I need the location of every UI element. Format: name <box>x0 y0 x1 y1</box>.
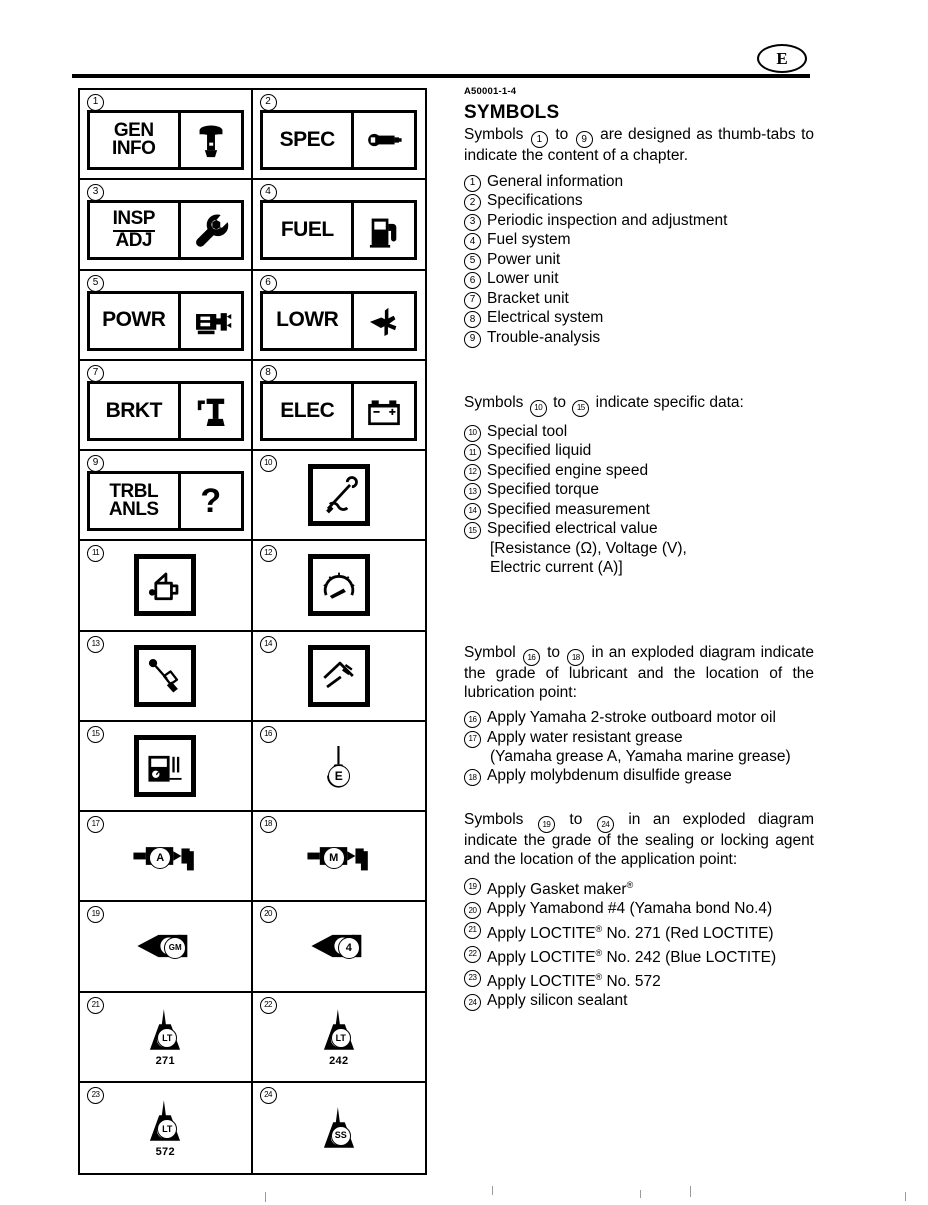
data-to-number: 15 <box>572 400 589 417</box>
seal-pre: Symbols <box>464 810 524 828</box>
text-column <box>464 100 814 1012</box>
lube-mid: to <box>547 643 561 661</box>
chapter-list-item <box>464 173 814 192</box>
lube-to-number: 18 <box>567 649 584 666</box>
list-item-label: Trouble-analysis <box>487 328 601 346</box>
loctite-bottle-icon <box>136 1097 194 1145</box>
outboard-motor-icon-glyph <box>189 118 233 162</box>
thumb-tab-line: ADJ <box>115 229 152 251</box>
symbol-cell-23 <box>80 1083 253 1173</box>
thumb-tab-line: INSP <box>113 210 155 232</box>
sealant-tube-icon <box>120 923 210 969</box>
registration-tick <box>265 1192 266 1202</box>
list-item-label: Bracket unit <box>487 289 569 307</box>
thumb-tab-label <box>90 203 178 257</box>
question-mark-icon: ? <box>178 474 241 528</box>
list-item-label <box>487 944 814 968</box>
symbol-cell-20 <box>253 902 426 992</box>
sealing-label-main: Apply Yamabond #4 (Yamaha bond No.4) <box>487 900 773 918</box>
symbol-number-6: 6 <box>260 275 277 292</box>
spacer-c <box>464 787 814 811</box>
list-item-label: Lower unit <box>487 270 559 287</box>
micrometer-icon-glyph <box>362 118 406 162</box>
tachometer-icon <box>316 562 362 608</box>
list-item-label: Apply Yamaha 2-stroke outboard motor oil <box>487 709 776 726</box>
intro-to-number: 9 <box>576 131 593 148</box>
multimeter-icon <box>142 743 188 789</box>
registration-tick <box>640 1190 641 1198</box>
thumb-tab-label <box>90 474 178 528</box>
icon-badge-label: LT <box>157 1119 177 1139</box>
seal-from-number: 19 <box>538 816 555 833</box>
framed-pictogram-12 <box>308 554 370 616</box>
loctite-bottle-group-24 <box>310 1104 368 1152</box>
battery-icon-glyph <box>362 389 406 433</box>
list-item-label: Power unit <box>487 250 561 268</box>
propeller-gearcase-icon <box>351 294 414 348</box>
battery-icon <box>351 384 414 438</box>
oil-can-icon <box>142 562 188 608</box>
symbol-number-22: 22 <box>260 997 277 1014</box>
engine-block-icon-glyph <box>189 299 233 343</box>
symbol-number-18: 18 <box>260 816 277 833</box>
list-item-label <box>487 876 814 900</box>
data-list-continuation <box>464 559 814 578</box>
list-number-23: 23 <box>464 970 481 987</box>
symbol-number-4: 4 <box>260 184 277 201</box>
sealing-label-main: Apply Gasket maker <box>487 881 627 899</box>
thumb-tab-line: BRKT <box>105 398 162 422</box>
registration-tick <box>905 1192 906 1201</box>
list-number-11: 11 <box>464 444 481 461</box>
grease-gun-icon <box>291 832 387 880</box>
data-list-item <box>464 462 814 481</box>
special-tool-icon <box>316 472 362 518</box>
thumb-tab-line: FUEL <box>280 218 334 242</box>
icon-badge-label: 4 <box>338 937 360 959</box>
symbol-cell-24 <box>253 1083 426 1173</box>
symbol-cell-7 <box>80 361 253 451</box>
caliper-measure-icon <box>316 653 362 699</box>
list-number-12: 12 <box>464 464 481 481</box>
list-number-4: 4 <box>464 233 481 250</box>
loctite-bottle-group-23 <box>136 1097 194 1158</box>
list-item-continuation: (Yamaha grease A, Yamaha marine grease) <box>490 748 791 765</box>
symbol-cell-8 <box>253 361 426 451</box>
data-item-list <box>464 423 814 578</box>
list-item-label: Apply molybdenum disulfide grease <box>487 767 732 784</box>
thumb-tab-line: SPEC <box>279 127 335 151</box>
thumb-tab-label <box>263 294 351 348</box>
seal-to-number: 24 <box>597 816 614 833</box>
registration-tick <box>690 1186 691 1197</box>
symbol-number-19: 19 <box>87 906 104 923</box>
data-list-item <box>464 442 814 461</box>
page-language-badge: E <box>757 44 807 73</box>
registered-trademark-icon: ® <box>595 923 603 934</box>
thumb-tab-label <box>263 113 351 167</box>
sealing-list-item <box>464 920 814 944</box>
list-item-label <box>487 992 814 1011</box>
chapter-list-item <box>464 290 814 309</box>
list-number-17: 17 <box>464 731 481 748</box>
symbol-number-24: 24 <box>260 1087 277 1104</box>
framed-pictogram-11 <box>134 554 196 616</box>
data-from-number: 10 <box>530 400 547 417</box>
list-item-label <box>487 920 814 944</box>
list-item-label: Periodic inspection and adjustment <box>487 211 728 229</box>
icon-badge-label: E <box>328 765 350 787</box>
chapter-list-item <box>464 270 814 289</box>
list-number-9: 9 <box>464 331 481 348</box>
thumb-tab-9 <box>87 471 244 531</box>
loctite-bottle-group-21 <box>136 1006 194 1067</box>
intro-mid: to <box>555 125 569 143</box>
thumb-tab-line: ANLS <box>108 499 159 521</box>
list-number-16: 16 <box>464 711 481 728</box>
symbol-number-3: 3 <box>87 184 104 201</box>
symbol-cell-11 <box>80 541 253 631</box>
thumb-tab-line: INFO <box>112 138 156 160</box>
symbol-number-10: 10 <box>260 455 277 472</box>
sealing-list-item <box>464 968 814 992</box>
sealing-label-main: Apply silicon sealant <box>487 992 628 1010</box>
list-number-22: 22 <box>464 946 481 963</box>
oiler-bottle-icon <box>312 741 366 791</box>
symbol-number-5: 5 <box>87 275 104 292</box>
lube-post: in an exploded diagram indicate the grade of lubricant and the location of the lubrication point: <box>464 643 814 701</box>
data-section-heading <box>464 394 814 416</box>
lube-pre: Symbol <box>464 643 516 661</box>
lubricant-list-item <box>464 767 814 786</box>
list-item-label <box>487 968 814 992</box>
list-item-label <box>487 900 814 919</box>
symbol-cell-9 <box>80 451 253 541</box>
list-item-label: Specified electrical value <box>487 520 658 537</box>
chapter-list-item <box>464 231 814 250</box>
spacer-b <box>464 578 814 644</box>
symbol-number-2: 2 <box>260 94 277 111</box>
list-number-3: 3 <box>464 214 481 231</box>
loctite-bottle-icon <box>136 1006 194 1054</box>
chapter-list-item <box>464 212 814 231</box>
data-post: indicate specific data: <box>595 394 744 411</box>
thumb-tab-label <box>263 203 351 257</box>
sealant-tube-icon <box>294 923 384 969</box>
list-number-15: 15 <box>464 522 481 539</box>
sealing-label-main: Apply LOCTITE <box>487 924 596 942</box>
thumb-tab-6 <box>260 291 417 351</box>
sealing-label-suffix: No. 572 <box>602 973 661 991</box>
symbol-cell-14 <box>253 632 426 722</box>
list-item-label: Specified liquid <box>487 442 592 459</box>
list-number-20: 20 <box>464 902 481 919</box>
loctite-bottle-group-22 <box>310 1006 368 1067</box>
list-number-2: 2 <box>464 194 481 211</box>
symbol-cell-19 <box>80 902 253 992</box>
sealing-label-suffix: No. 271 (Red LOCTITE) <box>602 924 774 942</box>
list-number-6: 6 <box>464 272 481 289</box>
list-number-7: 7 <box>464 292 481 309</box>
data-list-continuation <box>464 540 814 559</box>
thumb-tab-2 <box>260 110 417 170</box>
list-number-13: 13 <box>464 483 481 500</box>
symbol-number-1: 1 <box>87 94 104 111</box>
thumb-tab-line: ELEC <box>280 398 335 422</box>
seal-mid: to <box>569 810 583 828</box>
intro-post: are designed as thumb-tabs to indicate the content of a chapter. <box>464 125 814 164</box>
symbol-cell-1 <box>80 90 253 180</box>
thumb-tab-line: GEN <box>113 119 154 141</box>
page-title: SYMBOLS <box>464 102 560 123</box>
header-rule <box>72 74 810 78</box>
registered-trademark-icon: ® <box>595 971 603 982</box>
sealing-label-suffix: No. 242 (Blue LOCTITE) <box>602 948 777 966</box>
sealing-label-main: Apply LOCTITE <box>487 948 596 966</box>
thumb-tab-5 <box>87 291 244 351</box>
seal-post: in an exploded diagram indicate the grade of the sealing or locking agent and the location of the application point: <box>464 810 814 868</box>
list-item-label: General information <box>487 172 624 190</box>
symbol-cell-2 <box>253 90 426 180</box>
symbol-number-16: 16 <box>260 726 277 743</box>
symbol-number-20: 20 <box>260 906 277 923</box>
sealing-section-heading <box>464 811 814 870</box>
micrometer-icon <box>351 113 414 167</box>
list-number-19: 19 <box>464 878 481 895</box>
thumb-tab-label <box>263 384 351 438</box>
framed-pictogram-14 <box>308 645 370 707</box>
list-number-10: 10 <box>464 425 481 442</box>
thumb-tab-4 <box>260 200 417 260</box>
fuel-pump-icon <box>351 203 414 257</box>
bracket-clamp-icon-glyph <box>189 389 233 433</box>
outboard-motor-icon <box>178 113 241 167</box>
list-number-5: 5 <box>464 253 481 270</box>
symbol-cell-5 <box>80 271 253 361</box>
wrench-icon-glyph <box>189 208 233 252</box>
fuel-pump-icon-glyph <box>362 208 406 252</box>
lubricant-section-heading <box>464 644 814 703</box>
chapter-list-item <box>464 192 814 211</box>
symbol-number-7: 7 <box>87 365 104 382</box>
symbol-number-17: 17 <box>87 816 104 833</box>
symbol-cell-4 <box>253 180 426 270</box>
data-list-item <box>464 423 814 442</box>
symbol-cell-6 <box>253 271 426 361</box>
thumb-tab-7 <box>87 381 244 441</box>
symbol-grid <box>78 88 427 1175</box>
engine-block-icon <box>178 294 241 348</box>
spacer-a <box>464 348 814 394</box>
list-number-14: 14 <box>464 503 481 520</box>
list-item-label: Specified torque <box>487 481 600 498</box>
data-list-item <box>464 481 814 500</box>
icon-badge-label: LT <box>157 1028 177 1048</box>
symbol-number-12: 12 <box>260 545 277 562</box>
bottle-caption: 572 <box>155 1146 175 1159</box>
chapter-list-item <box>464 329 814 348</box>
chapter-list-item <box>464 251 814 270</box>
list-number-18: 18 <box>464 769 481 786</box>
thumb-tab-label <box>90 113 178 167</box>
sealing-item-list <box>464 876 814 1011</box>
registration-tick <box>492 1186 493 1195</box>
thumb-tab-3 <box>87 200 244 260</box>
list-item-label: Fuel system <box>487 231 571 248</box>
intro-pre: Symbols <box>464 125 524 143</box>
symbol-cell-22 <box>253 993 426 1083</box>
chapter-list-item <box>464 309 814 328</box>
list-item-continuation: Electric current (A)] <box>490 558 623 576</box>
sealing-list-item <box>464 876 814 900</box>
symbol-cell-17 <box>80 812 253 902</box>
thumb-tab-8 <box>260 381 417 441</box>
icon-badge-label: SS <box>331 1126 351 1146</box>
symbol-cell-10 <box>253 451 426 541</box>
registered-trademark-icon: ® <box>595 947 603 958</box>
symbol-number-21: 21 <box>87 997 104 1014</box>
sealing-label-main: Apply LOCTITE <box>487 973 596 991</box>
list-number-1: 1 <box>464 175 481 192</box>
thumb-tab-label <box>90 294 178 348</box>
list-item-label: Specifications <box>487 192 583 209</box>
symbol-cell-18 <box>253 812 426 902</box>
symbol-cell-13 <box>80 632 253 722</box>
icon-badge-label: M <box>323 847 345 869</box>
thumb-tab-line: TRBL <box>109 480 159 502</box>
bottle-caption: 271 <box>155 1055 175 1068</box>
grease-gun-icon <box>117 832 213 880</box>
symbol-cell-16 <box>253 722 426 812</box>
symbol-number-11: 11 <box>87 545 104 562</box>
icon-badge-label: LT <box>331 1028 351 1048</box>
symbol-cell-21 <box>80 993 253 1083</box>
icon-badge-label: A <box>149 847 171 869</box>
symbol-number-13: 13 <box>87 636 104 653</box>
framed-pictogram-15 <box>134 735 196 797</box>
list-item-label: Specified engine speed <box>487 461 649 479</box>
loctite-bottle-icon <box>310 1006 368 1054</box>
symbol-cell-15 <box>80 722 253 812</box>
list-item-continuation: [Resistance (Ω), Voltage (V), <box>490 539 687 557</box>
torque-wrench-icon <box>142 653 188 699</box>
symbol-number-14: 14 <box>260 636 277 653</box>
bracket-clamp-icon <box>178 384 241 438</box>
list-item-label: Apply water resistant grease <box>487 728 683 746</box>
symbol-number-9: 9 <box>87 455 104 472</box>
registered-trademark-icon: ® <box>626 880 634 890</box>
data-mid: to <box>553 394 566 411</box>
sealing-list-item <box>464 944 814 968</box>
list-number-24: 24 <box>464 994 481 1011</box>
lube-from-number: 16 <box>523 649 540 666</box>
propeller-gearcase-icon-glyph <box>362 299 406 343</box>
list-number-8: 8 <box>464 311 481 328</box>
loctite-bottle-icon <box>310 1104 368 1152</box>
list-item-label: Special tool <box>487 422 568 440</box>
lubricant-item-list <box>464 709 814 786</box>
sealing-list-item <box>464 900 814 919</box>
lubricant-list-item <box>464 709 814 728</box>
list-item-label: Specified measurement <box>487 500 650 518</box>
intro-from-number: 1 <box>531 131 548 148</box>
list-number-21: 21 <box>464 922 481 939</box>
lubricant-list-continuation <box>464 748 814 767</box>
data-list-item <box>464 501 814 520</box>
sealing-list-item <box>464 992 814 1011</box>
wrench-icon <box>178 203 241 257</box>
thumb-tab-line: POWR <box>102 308 166 332</box>
thumb-tab-label <box>90 384 178 438</box>
symbol-cell-12 <box>253 541 426 631</box>
symbol-number-8: 8 <box>260 365 277 382</box>
lubricant-list-item <box>464 729 814 748</box>
framed-pictogram-10 <box>308 464 370 526</box>
framed-pictogram-13 <box>134 645 196 707</box>
chapter-list <box>464 173 814 348</box>
intro-paragraph <box>464 126 814 166</box>
data-pre: Symbols <box>464 394 524 411</box>
symbol-number-23: 23 <box>87 1087 104 1104</box>
thumb-tab-1 <box>87 110 244 170</box>
symbol-number-15: 15 <box>87 726 104 743</box>
document-code: A50001-1-4 <box>464 86 517 97</box>
bottle-caption: 242 <box>329 1055 349 1068</box>
list-item-label: Electrical system <box>487 309 604 326</box>
data-list-item <box>464 520 814 539</box>
thumb-tab-line: LOWR <box>276 308 339 332</box>
icon-badge-label: GM <box>164 937 186 959</box>
symbol-cell-3 <box>80 180 253 270</box>
